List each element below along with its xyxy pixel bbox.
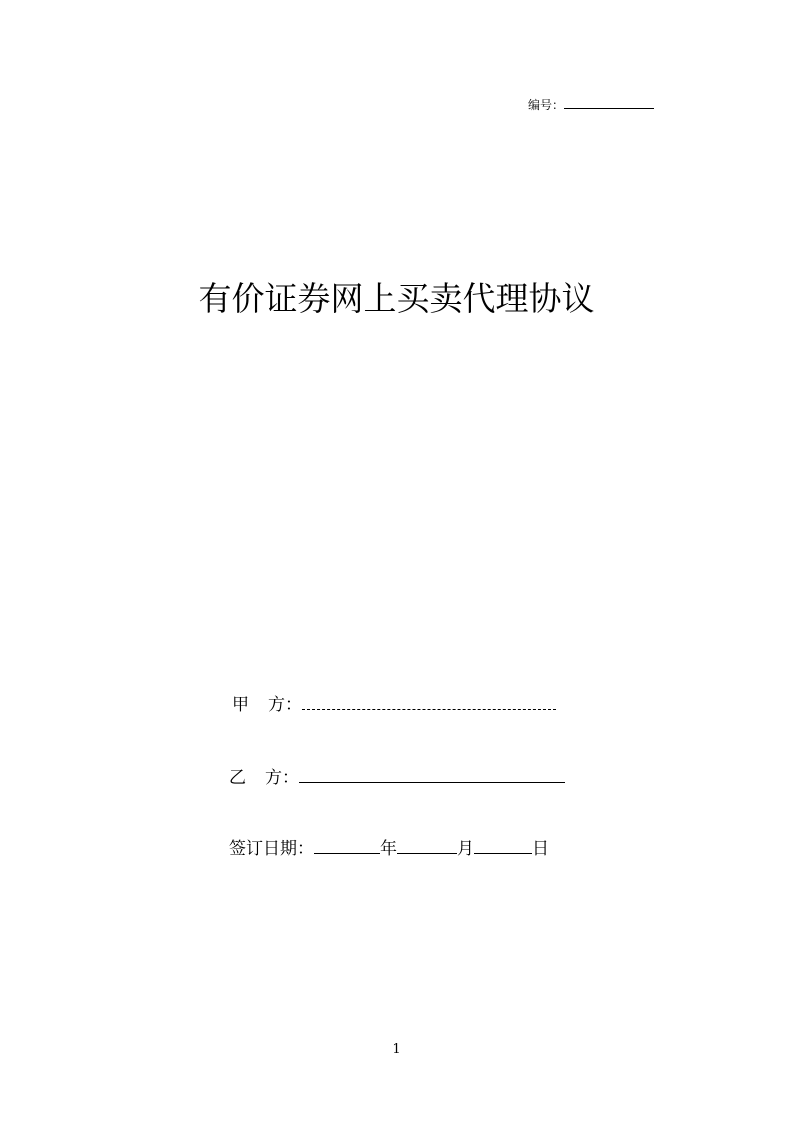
- day-blank[interactable]: [474, 836, 532, 854]
- sign-date-field: [229, 836, 549, 861]
- year-label: 年: [380, 839, 397, 859]
- party-b-label-1: 乙: [229, 768, 246, 788]
- year-blank[interactable]: [314, 836, 380, 854]
- sign-date-label: 签订日期：: [229, 839, 314, 859]
- party-a-field: [232, 692, 556, 717]
- party-b-label-2: 方：: [265, 768, 299, 788]
- party-b-field: [229, 765, 565, 790]
- serial-number-blank[interactable]: [564, 96, 654, 109]
- party-a-label-1: 甲: [232, 695, 249, 715]
- party-a-blank[interactable]: [302, 692, 556, 710]
- party-a-label-2: 方：: [268, 695, 302, 715]
- serial-number: [528, 96, 654, 113]
- serial-number-label: 编号：: [528, 98, 565, 112]
- page-number: 1: [392, 1042, 401, 1057]
- month-blank[interactable]: [397, 836, 457, 854]
- day-label: 日: [532, 839, 549, 859]
- party-b-blank[interactable]: [299, 765, 565, 783]
- document-title: 有价证券网上买卖代理协议: [198, 279, 595, 318]
- month-label: 月: [457, 839, 474, 859]
